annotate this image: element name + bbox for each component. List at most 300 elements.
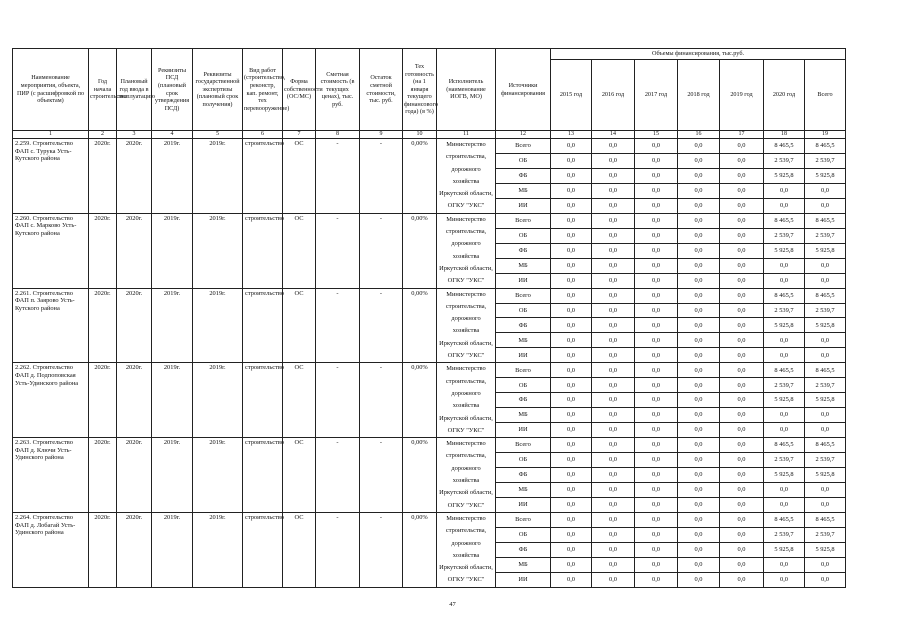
funding-source: МБ [496, 333, 551, 348]
column-number: 3 [117, 131, 152, 139]
expertise-date: 2019г. [193, 139, 243, 214]
funding-source: МБ [496, 408, 551, 423]
funding-source: ИИ [496, 348, 551, 363]
funding-value: 0,0 [678, 497, 720, 512]
funding-value: 0,0 [551, 423, 592, 438]
funding-value: 0,0 [678, 423, 720, 438]
funding-value: 0,0 [720, 288, 764, 303]
funding-total: 5 925,8 [805, 393, 846, 408]
funding-value: 0,0 [592, 408, 635, 423]
funding-value: 0,0 [720, 318, 764, 333]
funding-value: 0,0 [720, 572, 764, 587]
funding-source: ИИ [496, 423, 551, 438]
funding-value: 5 925,8 [764, 168, 805, 183]
funding-total: 2 539,7 [805, 453, 846, 468]
funding-value: 0,0 [678, 542, 720, 557]
funding-value: 0,0 [678, 303, 720, 318]
table-row [13, 512, 846, 527]
funding-value: 0,0 [720, 348, 764, 363]
psd-date: 2019г. [152, 213, 193, 288]
funding-value: 0,0 [635, 527, 678, 542]
funding-value: 0,0 [592, 482, 635, 497]
column-number: 5 [193, 131, 243, 139]
funding-value: 0,0 [678, 273, 720, 288]
funding-value: 0,0 [720, 153, 764, 168]
funding-value: 0,0 [592, 243, 635, 258]
funding-value: 0,0 [678, 482, 720, 497]
start-year: 2020г. [89, 512, 117, 587]
funding-source: ФБ [496, 393, 551, 408]
funding-value: 2 539,7 [764, 153, 805, 168]
column-number: 11 [437, 131, 496, 139]
funding-total: 5 925,8 [805, 542, 846, 557]
estimate-cost: - [316, 139, 360, 214]
funding-source: ФБ [496, 542, 551, 557]
funding-value: 0,0 [678, 527, 720, 542]
column-number: 2 [89, 131, 117, 139]
financing-table [12, 48, 846, 588]
funding-value: 0,0 [551, 303, 592, 318]
executor: Министерство строительства, дорожного хозяйства Иркутской области, ОГКУ "УКС" [437, 288, 496, 363]
funding-value: 0,0 [635, 258, 678, 273]
funding-total: 0,0 [805, 408, 846, 423]
funding-value: 0,0 [551, 393, 592, 408]
funding-value: 0,0 [551, 542, 592, 557]
table-row [13, 438, 846, 453]
funding-value: 0,0 [720, 423, 764, 438]
funding-value: 0,0 [592, 333, 635, 348]
funding-value: 0,0 [720, 333, 764, 348]
funding-value: 0,0 [678, 168, 720, 183]
funding-value: 0,0 [678, 139, 720, 154]
funding-value: 0,0 [551, 348, 592, 363]
funding-value: 0,0 [592, 527, 635, 542]
funding-value: 0,0 [720, 258, 764, 273]
start-year: 2020г. [89, 363, 117, 438]
header-work-type: Вид работ (строительство, реконстр, кап. ремонт, тех перевооружение) [243, 49, 283, 131]
funding-value: 0,0 [678, 363, 720, 378]
executor: Министерство строительства, дорожного хозяйства Иркутской области, ОГКУ "УКС" [437, 213, 496, 288]
tech-readiness: 0,00% [403, 288, 437, 363]
funding-value: 0,0 [592, 213, 635, 228]
object-name: 2.259. Строительство ФАП с. Турука Усть-Кутского района [13, 139, 89, 214]
funding-value: 0,0 [635, 453, 678, 468]
funding-value: 0,0 [678, 468, 720, 483]
start-year: 2020г. [89, 213, 117, 288]
remaining-cost: - [360, 139, 403, 214]
funding-value: 0,0 [720, 303, 764, 318]
estimate-cost: - [316, 438, 360, 513]
funding-value: 0,0 [592, 228, 635, 243]
funding-total: 0,0 [805, 258, 846, 273]
funding-value: 0,0 [678, 393, 720, 408]
funding-source: ОБ [496, 378, 551, 393]
funding-total: 5 925,8 [805, 318, 846, 333]
funding-value: 0,0 [635, 393, 678, 408]
funding-value: 0,0 [720, 527, 764, 542]
funding-value: 5 925,8 [764, 542, 805, 557]
funding-value: 0,0 [720, 139, 764, 154]
funding-source: ОБ [496, 153, 551, 168]
remaining-cost: - [360, 288, 403, 363]
funding-value: 0,0 [720, 468, 764, 483]
header-estimate-cost: Сметная стоимость (в текущих ценах), тыс. руб. [316, 49, 360, 131]
work-type: строительство [243, 512, 283, 587]
funding-value: 0,0 [678, 512, 720, 527]
funding-value: 2 539,7 [764, 228, 805, 243]
work-type: строительство [243, 363, 283, 438]
funding-source: ОБ [496, 303, 551, 318]
funding-value: 8 465,5 [764, 139, 805, 154]
psd-date: 2019г. [152, 139, 193, 214]
funding-value: 0,0 [720, 198, 764, 213]
funding-value: 0,0 [635, 213, 678, 228]
funding-value: 0,0 [635, 273, 678, 288]
funding-value: 0,0 [678, 228, 720, 243]
psd-date: 2019г. [152, 363, 193, 438]
funding-value: 0,0 [592, 168, 635, 183]
funding-total: 0,0 [805, 423, 846, 438]
estimate-cost: - [316, 288, 360, 363]
funding-value: 0,0 [720, 183, 764, 198]
funding-value: 0,0 [720, 542, 764, 557]
funding-value: 0,0 [592, 453, 635, 468]
header-year: 2019 год [720, 60, 764, 131]
column-number: 7 [283, 131, 316, 139]
funding-source: МБ [496, 482, 551, 497]
funding-value: 0,0 [635, 139, 678, 154]
column-number: 6 [243, 131, 283, 139]
remaining-cost: - [360, 512, 403, 587]
object-name: 2.262. Строительство ФАП д. Подпоповская Усть-Удинского района [13, 363, 89, 438]
funding-value: 0,0 [551, 139, 592, 154]
funding-source: Всего [496, 363, 551, 378]
funding-value: 0,0 [635, 228, 678, 243]
tech-readiness: 0,00% [403, 512, 437, 587]
header-executor: Исполнитель (наименование ИОГВ, МО) [437, 49, 496, 131]
funding-value: 0,0 [678, 408, 720, 423]
column-number: 9 [360, 131, 403, 139]
funding-value: 0,0 [678, 453, 720, 468]
funding-value: 0,0 [764, 408, 805, 423]
ownership-form: ОС [283, 438, 316, 513]
funding-value: 8 465,5 [764, 213, 805, 228]
table-header [13, 49, 846, 139]
funding-value: 8 465,5 [764, 288, 805, 303]
tech-readiness: 0,00% [403, 363, 437, 438]
funding-source: ИИ [496, 198, 551, 213]
tech-readiness: 0,00% [403, 139, 437, 214]
ownership-form: ОС [283, 213, 316, 288]
funding-source: ИИ [496, 273, 551, 288]
funding-value: 0,0 [678, 183, 720, 198]
funding-value: 0,0 [764, 557, 805, 572]
funding-value: 5 925,8 [764, 393, 805, 408]
funding-value: 0,0 [592, 273, 635, 288]
table-row [13, 288, 846, 303]
funding-value: 0,0 [592, 183, 635, 198]
funding-value: 0,0 [635, 198, 678, 213]
funding-value: 2 539,7 [764, 453, 805, 468]
funding-value: 0,0 [592, 378, 635, 393]
funding-total: 0,0 [805, 482, 846, 497]
estimate-cost: - [316, 213, 360, 288]
object-name: 2.264. Строительство ФАП д. Лобагай Усть-Удинского района [13, 512, 89, 587]
funding-total: 5 925,8 [805, 168, 846, 183]
funding-value: 0,0 [764, 572, 805, 587]
funding-value: 0,0 [678, 198, 720, 213]
funding-value: 0,0 [635, 557, 678, 572]
funding-source: ОБ [496, 527, 551, 542]
work-type: строительство [243, 213, 283, 288]
funding-value: 0,0 [551, 497, 592, 512]
funding-total: 0,0 [805, 497, 846, 512]
commission-year: 2020г. [117, 512, 152, 587]
funding-value: 0,0 [720, 453, 764, 468]
funding-value: 0,0 [635, 183, 678, 198]
funding-value: 0,0 [635, 542, 678, 557]
funding-value: 0,0 [551, 258, 592, 273]
funding-value: 0,0 [764, 348, 805, 363]
funding-value: 0,0 [678, 213, 720, 228]
remaining-cost: - [360, 438, 403, 513]
funding-value: 0,0 [720, 228, 764, 243]
column-number: 15 [635, 131, 678, 139]
column-number: 18 [764, 131, 805, 139]
expertise-date: 2019г. [193, 363, 243, 438]
funding-value: 0,0 [678, 378, 720, 393]
ownership-form: ОС [283, 512, 316, 587]
funding-value: 0,0 [764, 482, 805, 497]
funding-source: Всего [496, 213, 551, 228]
column-number: 16 [678, 131, 720, 139]
funding-value: 0,0 [592, 512, 635, 527]
funding-total: 0,0 [805, 198, 846, 213]
header-total: Всего [805, 60, 846, 131]
funding-value: 0,0 [551, 468, 592, 483]
funding-value: 8 465,5 [764, 438, 805, 453]
funding-value: 0,0 [551, 318, 592, 333]
funding-value: 0,0 [551, 288, 592, 303]
remaining-cost: - [360, 213, 403, 288]
tech-readiness: 0,00% [403, 438, 437, 513]
funding-source: ОБ [496, 453, 551, 468]
funding-total: 2 539,7 [805, 153, 846, 168]
header-remaining-cost: Остаток сметной стоимости, тыс. руб. [360, 49, 403, 131]
funding-value: 0,0 [764, 423, 805, 438]
funding-value: 0,0 [635, 423, 678, 438]
funding-value: 0,0 [551, 363, 592, 378]
funding-total: 8 465,5 [805, 512, 846, 527]
header-year: 2015 год [551, 60, 592, 131]
tech-readiness: 0,00% [403, 213, 437, 288]
psd-date: 2019г. [152, 512, 193, 587]
funding-value: 0,0 [551, 273, 592, 288]
page-number: 47 [449, 601, 456, 608]
funding-value: 0,0 [635, 497, 678, 512]
funding-total: 2 539,7 [805, 378, 846, 393]
funding-total: 8 465,5 [805, 438, 846, 453]
funding-value: 0,0 [551, 243, 592, 258]
funding-value: 0,0 [551, 228, 592, 243]
funding-value: 0,0 [551, 333, 592, 348]
funding-value: 0,0 [635, 572, 678, 587]
funding-value: 0,0 [592, 363, 635, 378]
funding-value: 0,0 [551, 213, 592, 228]
funding-total: 8 465,5 [805, 363, 846, 378]
funding-total: 0,0 [805, 348, 846, 363]
header-ownership: Форма собственности (ОС/МС) [283, 49, 316, 131]
funding-value: 0,0 [635, 303, 678, 318]
header-funding-volumes: Объемы финансирования, тыс.руб. [551, 49, 846, 60]
funding-value: 0,0 [592, 468, 635, 483]
funding-value: 0,0 [678, 153, 720, 168]
expertise-date: 2019г. [193, 213, 243, 288]
header-tech-readiness: Тех готовность (на 1 января текущего финансового года) (в %) [403, 49, 437, 131]
funding-value: 0,0 [551, 572, 592, 587]
table-row [13, 363, 846, 378]
funding-value: 2 539,7 [764, 303, 805, 318]
remaining-cost: - [360, 363, 403, 438]
funding-source: ФБ [496, 318, 551, 333]
funding-source: ФБ [496, 468, 551, 483]
funding-source: ИИ [496, 497, 551, 512]
column-number: 14 [592, 131, 635, 139]
funding-value: 0,0 [551, 527, 592, 542]
column-number: 13 [551, 131, 592, 139]
funding-source: ФБ [496, 168, 551, 183]
header-year: 2020 год [764, 60, 805, 131]
ownership-form: ОС [283, 139, 316, 214]
column-number: 1 [13, 131, 89, 139]
ownership-form: ОС [283, 288, 316, 363]
executor: Министерство строительства, дорожного хозяйства Иркутской области, ОГКУ "УКС" [437, 438, 496, 513]
column-number: 8 [316, 131, 360, 139]
psd-date: 2019г. [152, 288, 193, 363]
object-name: 2.260. Строительство ФАП с. Марково Усть-Кутского района [13, 213, 89, 288]
funding-source: МБ [496, 557, 551, 572]
funding-value: 0,0 [678, 438, 720, 453]
funding-value: 0,0 [592, 497, 635, 512]
start-year: 2020г. [89, 288, 117, 363]
funding-value: 0,0 [551, 557, 592, 572]
work-type: строительство [243, 438, 283, 513]
funding-value: 0,0 [635, 363, 678, 378]
column-number: 19 [805, 131, 846, 139]
header-psd: Реквизиты ПСД (плановый срок утверждения ПСД) [152, 49, 193, 131]
funding-total: 2 539,7 [805, 303, 846, 318]
funding-value: 0,0 [678, 572, 720, 587]
commission-year: 2020г. [117, 139, 152, 214]
funding-value: 0,0 [720, 438, 764, 453]
funding-value: 0,0 [592, 423, 635, 438]
table-row [13, 139, 846, 154]
funding-value: 0,0 [720, 408, 764, 423]
funding-value: 2 539,7 [764, 378, 805, 393]
funding-value: 0,0 [635, 512, 678, 527]
funding-value: 0,0 [592, 557, 635, 572]
funding-value: 0,0 [635, 408, 678, 423]
financing-table-sheet [12, 48, 845, 588]
funding-total: 8 465,5 [805, 288, 846, 303]
funding-value: 0,0 [551, 198, 592, 213]
commission-year: 2020г. [117, 363, 152, 438]
funding-value: 0,0 [551, 408, 592, 423]
estimate-cost: - [316, 363, 360, 438]
column-number: 17 [720, 131, 764, 139]
header-year: 2018 год [678, 60, 720, 131]
funding-value: 0,0 [678, 318, 720, 333]
column-number: 12 [496, 131, 551, 139]
funding-value: 0,0 [551, 453, 592, 468]
funding-source: ФБ [496, 243, 551, 258]
funding-value: 5 925,8 [764, 243, 805, 258]
funding-value: 0,0 [635, 482, 678, 497]
funding-total: 5 925,8 [805, 243, 846, 258]
column-number: 4 [152, 131, 193, 139]
funding-source: Всего [496, 288, 551, 303]
funding-value: 0,0 [720, 378, 764, 393]
funding-value: 0,0 [551, 378, 592, 393]
funding-value: 0,0 [635, 468, 678, 483]
psd-date: 2019г. [152, 438, 193, 513]
funding-value: 0,0 [635, 378, 678, 393]
funding-value: 0,0 [720, 512, 764, 527]
header-year: 2017 год [635, 60, 678, 131]
funding-value: 0,0 [592, 153, 635, 168]
executor: Министерство строительства, дорожного хозяйства Иркутской области, ОГКУ "УКС" [437, 512, 496, 587]
header-start-year: Год начала строительства [89, 49, 117, 131]
column-number: 10 [403, 131, 437, 139]
funding-value: 0,0 [720, 497, 764, 512]
funding-value: 0,0 [720, 393, 764, 408]
start-year: 2020г. [89, 139, 117, 214]
executor: Министерство строительства, дорожного хозяйства Иркутской области, ОГКУ "УКС" [437, 363, 496, 438]
funding-value: 0,0 [592, 318, 635, 333]
funding-value: 0,0 [551, 183, 592, 198]
funding-value: 0,0 [764, 273, 805, 288]
header-name: Наименование мероприятия, объекта, ПИР (с расшифровкой по объектам) [13, 49, 89, 131]
funding-value: 0,0 [592, 572, 635, 587]
funding-value: 0,0 [592, 438, 635, 453]
funding-value: 0,0 [551, 512, 592, 527]
funding-total: 0,0 [805, 333, 846, 348]
funding-total: 5 925,8 [805, 468, 846, 483]
expertise-date: 2019г. [193, 288, 243, 363]
funding-value: 0,0 [720, 273, 764, 288]
table-row [13, 213, 846, 228]
funding-value: 0,0 [592, 348, 635, 363]
funding-value: 0,0 [764, 198, 805, 213]
funding-value: 0,0 [764, 497, 805, 512]
funding-total: 0,0 [805, 273, 846, 288]
work-type: строительство [243, 139, 283, 214]
commission-year: 2020г. [117, 213, 152, 288]
funding-value: 0,0 [635, 168, 678, 183]
funding-value: 0,0 [764, 258, 805, 273]
table-body [13, 139, 846, 588]
funding-value: 0,0 [678, 288, 720, 303]
header-expertise: Реквизиты государственной экспертизы (плановый срок получения) [193, 49, 243, 131]
funding-source: Всего [496, 438, 551, 453]
funding-value: 0,0 [720, 243, 764, 258]
funding-value: 0,0 [720, 168, 764, 183]
funding-value: 0,0 [592, 198, 635, 213]
funding-value: 2 539,7 [764, 527, 805, 542]
funding-value: 0,0 [635, 243, 678, 258]
funding-total: 2 539,7 [805, 228, 846, 243]
funding-value: 0,0 [592, 258, 635, 273]
